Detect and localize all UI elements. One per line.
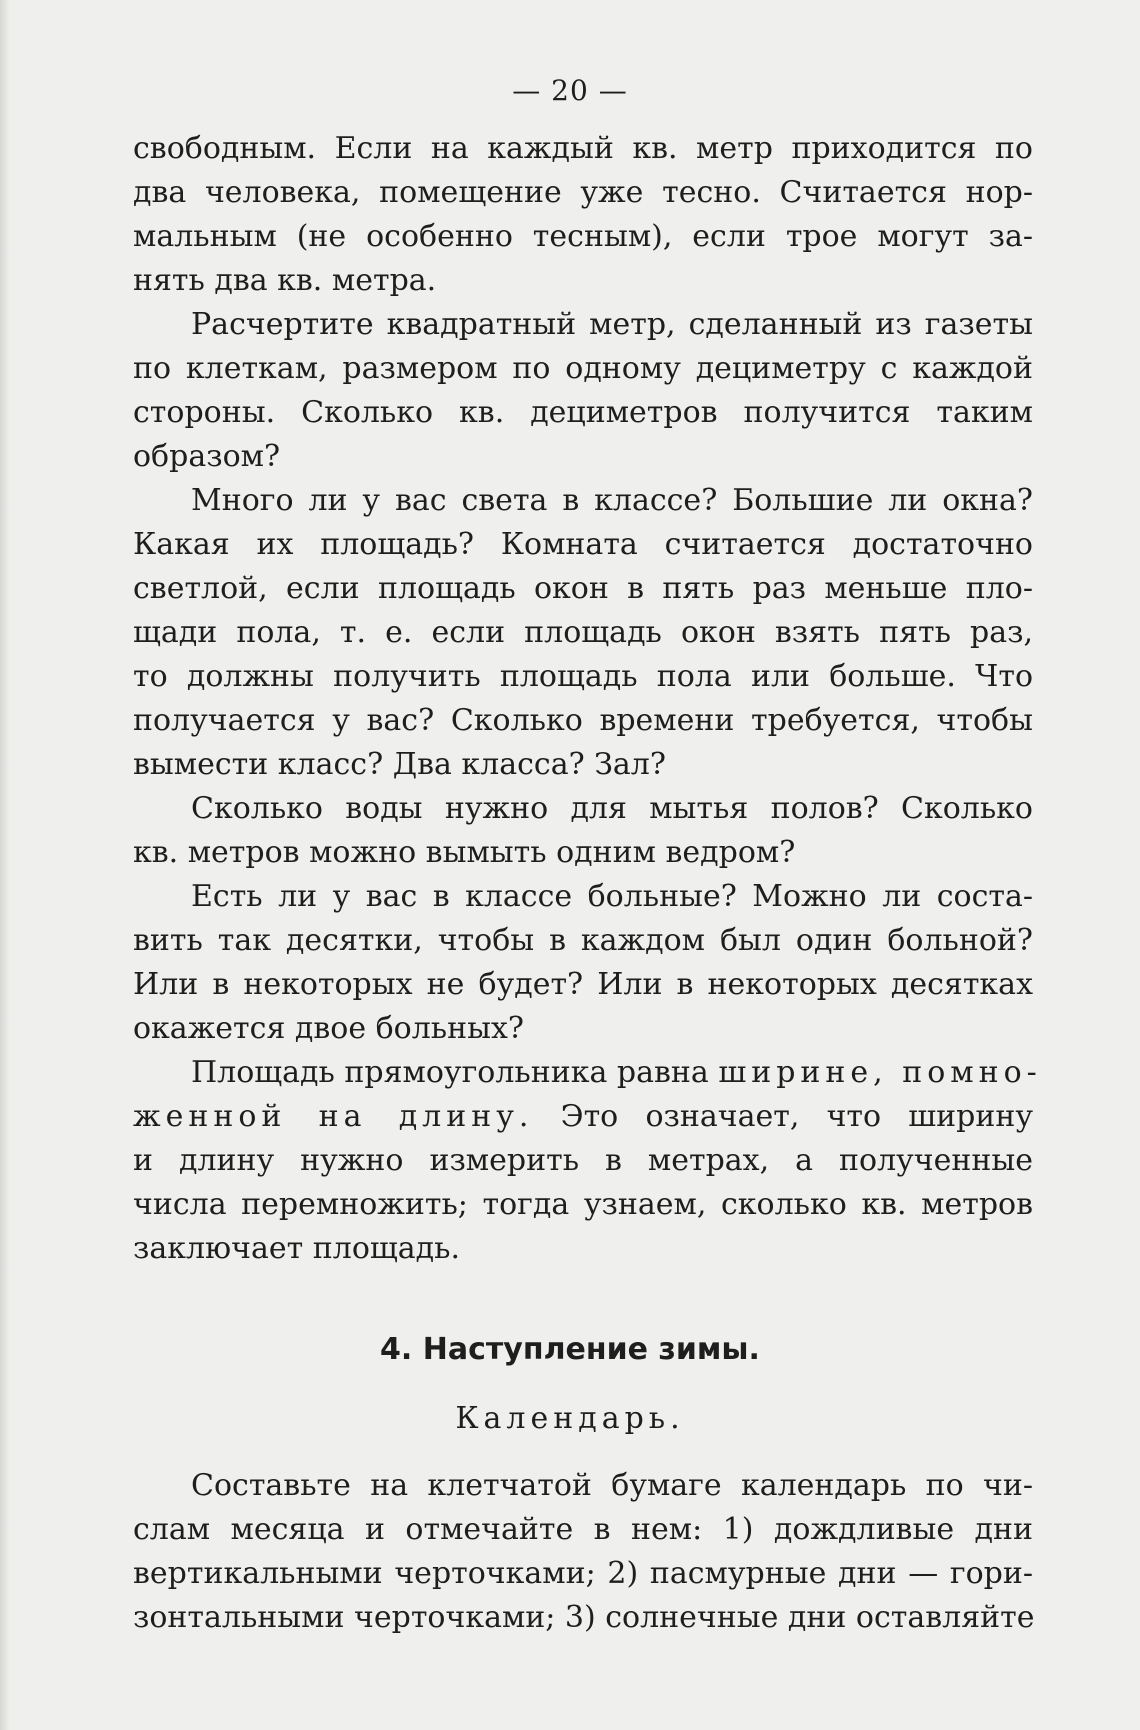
text-line: стороны. Сколько кв. дециметров получится таким xyxy=(133,395,1033,430)
text-line: и длину нужно измерить в метрах, а полученные xyxy=(133,1143,1033,1178)
text-line xyxy=(133,1097,1033,1137)
text-line: вымести класс? Два класса? Зал? xyxy=(133,747,666,782)
text-line: Много ли у вас света в классе? Большие ли окна? xyxy=(191,483,1033,518)
text-line: два человека, помещение уже тесно. Считается нор- xyxy=(133,175,1033,210)
text-line: то должны получить площадь пола или больше. Что xyxy=(133,659,1033,694)
page-edge-shadow xyxy=(0,0,10,1730)
text-line: щади пола, т. е. если площадь окон взять пять раз, xyxy=(133,615,1033,650)
page-number: — 20 — xyxy=(512,74,628,107)
emphasized-text: женной на длину. xyxy=(133,1099,534,1134)
text-line: Расчертите квадратный метр, сделанный из газеты xyxy=(191,307,1033,342)
text-line: Или в некоторых не будет? Или в некоторых десятках xyxy=(133,967,1033,1002)
text-line: зонтальными черточками; 3) солнечные дни оставляйте xyxy=(133,1600,1035,1635)
text-line: числа перемножить; тогда узнаем, сколько кв. метров xyxy=(133,1187,1033,1222)
text-line: слам месяца и отмечайте в нем: 1) дождливые дни xyxy=(133,1512,1033,1547)
text-line: образом? xyxy=(133,439,281,474)
text-line: Какая их площадь? Комната считается достаточно xyxy=(133,527,1033,562)
text-line: по клеткам, размером по одному дециметру с каждой xyxy=(133,351,1033,386)
text-line: окажется двое больных? xyxy=(133,1011,525,1046)
text-run: Это означает, что ширину xyxy=(560,1099,1033,1134)
text-line: нять два кв. метра. xyxy=(133,263,437,298)
text-line: Сколько воды нужно для мытья полов? Сколько xyxy=(191,791,1033,826)
section-subheading: Календарь. xyxy=(455,1401,685,1436)
text-line: вертикальными черточками; 2) пасмурные дни — гори- xyxy=(133,1556,1033,1591)
section-heading: 4. Наступление зимы. xyxy=(380,1332,760,1367)
text-line: заключает площадь. xyxy=(133,1231,461,1266)
text-line: светлой, если площадь окон в пять раз меньше пло- xyxy=(133,571,1033,606)
emphasized-text: ширине, помно- xyxy=(718,1055,1042,1090)
text-line: Есть ли у вас в классе больные? Можно ли соста- xyxy=(191,879,1033,914)
text-line: кв. метров можно вымыть одним ведром? xyxy=(133,835,796,870)
text-line: вить так десятки, чтобы в каждом был один больной? xyxy=(133,923,1033,958)
text-line: мальным (не особенно тесным), если трое могут за- xyxy=(133,219,1033,254)
text-line xyxy=(191,1053,1042,1093)
text-run: Площадь прямоугольника равна xyxy=(191,1055,709,1090)
text-line: получается у вас? Сколько времени требуется, чтобы xyxy=(133,703,1033,738)
text-line: Составьте на клетчатой бумаге календарь по чи- xyxy=(191,1468,1033,1503)
text-line: свободным. Если на каждый кв. метр приходится по xyxy=(133,131,1033,166)
